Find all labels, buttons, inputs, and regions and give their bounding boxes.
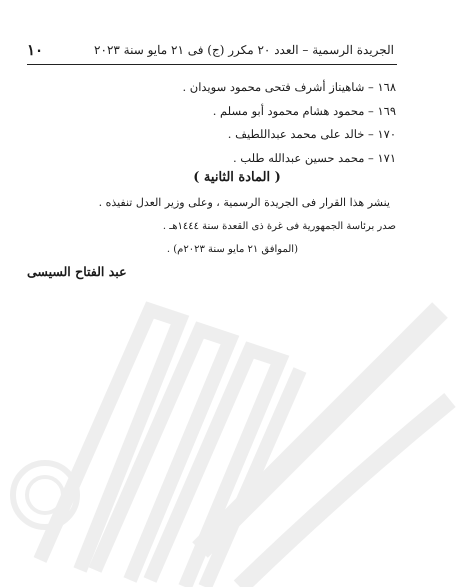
header-title: الجريدة الرسمية – العدد ٢٠ مكرر (ج) فى ٢١ مايو سنة ٢٠٢٣ bbox=[94, 43, 394, 57]
article-heading: ( المادة الثانية ) bbox=[193, 170, 281, 185]
publish-text: ينشر هذا القرار فى الجريدة الرسمية ، وعلى وزير العدل تنفيذه . bbox=[98, 196, 390, 209]
page-header bbox=[27, 40, 394, 60]
watermark-seal bbox=[0, 250, 474, 587]
name-item-168: ١٦٨ – شاهيناز أشرف فتحى محمود سويدان . bbox=[182, 80, 396, 94]
name-item-170: ١٧٠ – خالد على محمد عبداللطيف . bbox=[227, 127, 396, 141]
page-number: ١٠ bbox=[27, 41, 44, 59]
name-item-171: ١٧١ – محمد حسين عبدالله طلب . bbox=[232, 151, 396, 165]
corresponding-date-text: (الموافق ٢١ مايو سنة ٢٠٢٣م) . bbox=[166, 244, 298, 255]
issued-text: صدر برئاسة الجمهورية فى غرة ذى القعدة سنة ١٤٤٤هـ . bbox=[162, 221, 396, 232]
header-divider bbox=[27, 64, 397, 65]
name-item-169: ١٦٩ – محمود هشام محمود أبو مسلم . bbox=[212, 104, 396, 118]
signature: عبد الفتاح السيسى bbox=[27, 264, 127, 279]
